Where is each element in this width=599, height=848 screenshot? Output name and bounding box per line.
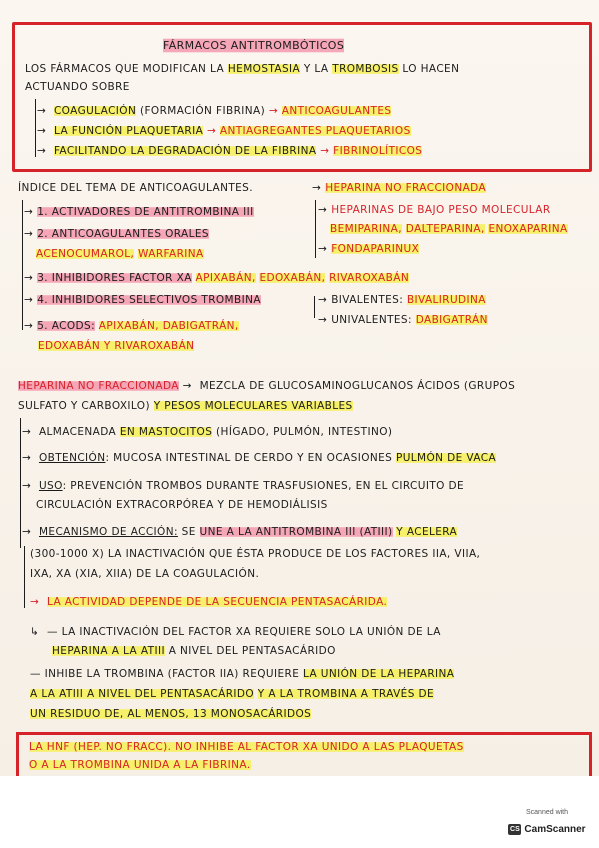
arrow-icon: → <box>24 320 34 332</box>
index-bracket <box>22 200 23 330</box>
anticoagulantes-result: ANTICOAGULANTES <box>281 105 392 117</box>
hnf-note-line-1: LA HNF (HEP. NO FRACC). NO INHIBE AL FACTOR XA UNIDO A LAS PLAQUETAS <box>29 741 464 753</box>
antiagregantes-result: ANTIAGREGANTES PLAQUETARIOS <box>219 125 411 137</box>
index-item-2: → 2. ANTICOAGULANTES ORALES <box>24 228 209 240</box>
hbpm-drugs: BEMIPARINA, DALTEPARINA, ENOXAPARINA <box>330 223 568 235</box>
arrow-icon: → <box>22 452 32 464</box>
heparina-bracket <box>20 418 21 548</box>
obtencion-line: → OBTENCIÓN: MUCOSA INTESTINAL DE CERDO Y EN OCASIONES PULMÓN DE VACA <box>22 452 497 464</box>
arrow-icon: → <box>37 125 47 137</box>
trombosis-highlight: TROMBOSIS <box>332 63 399 75</box>
actividad-line: → LA ACTIVIDAD DEPENDE DE LA SECUENCIA PENTASACÁRIDA. <box>30 596 388 608</box>
index-item-5: → 5. ACODS: APIXABÁN, DABIGATRÁN, <box>24 320 239 332</box>
intro-line-2: ACTUANDO SOBRE <box>25 81 130 93</box>
index-title: ÍNDICE DEL TEMA DE ANTICOAGULANTES. <box>18 182 253 194</box>
arrow-icon: → <box>206 125 217 137</box>
heparina-definition-line-2: SULFATO Y CARBOXILO) Y PESOS MOLECULARES VARIABLES <box>18 400 353 412</box>
arrow-icon: → <box>24 294 34 306</box>
fibrinoliticos-result: FIBRINOLÍTICOS <box>333 145 423 157</box>
arrow-icon: → <box>312 182 322 194</box>
camscanner-brand: CS CamScanner <box>510 823 586 835</box>
trombina-line-1: — INHIBE LA TROMBINA (FACTOR IIA) REQUIERE LA UNIÓN DE LA HEPARINA <box>30 668 455 680</box>
arrow-icon: → <box>24 228 34 240</box>
trombina-line-3: UN RESIDUO DE, AL MENOS, 13 MONOSACÁRIDOS <box>30 708 312 720</box>
arrow-icon: → <box>318 294 328 306</box>
antithrombotics-box <box>12 22 592 172</box>
arrow-icon: → <box>22 426 32 438</box>
mecanismo-line-3: IXA, XA (XIA, XIIA) DE LA COAGULACIÓN. <box>30 568 260 580</box>
hnf-note-line-2: O A LA TROMBINA UNIDA A LA FIBRINA. <box>29 759 251 771</box>
univalentes-entry: → UNIVALENTES: DABIGATRÁN <box>318 314 488 326</box>
arrow-icon: ↳ <box>30 626 40 638</box>
uso-line-2: CIRCULACIÓN EXTRACORPÓREA Y DE HEMODIÁLISIS <box>36 499 328 511</box>
scanned-with-text: Scanned with <box>525 809 569 816</box>
camscanner-logo-icon: CS <box>510 826 520 833</box>
arrow-icon: → <box>268 105 279 117</box>
intro-line-1: LOS FÁRMACOS QUE MODIFICAN LA HEMOSTASIA Y LA TROMBOSIS LO HACEN <box>25 63 460 75</box>
arrow-icon: → <box>22 480 32 492</box>
section-title: FÁRMACOS ANTITROMBÓTICOS <box>163 37 344 54</box>
item-fibrinolisis: → FACILITANDO LA DEGRADACIÓN DE LA FIBRINA → FIBRINOLÍTICOS <box>37 145 423 157</box>
hnf-note-box <box>16 732 592 776</box>
arrow-icon: → <box>318 243 328 255</box>
index-item-4: → 4. INHIBIDORES SELECTIVOS TROMBINA <box>24 294 261 306</box>
hnf-index-entry: → HEPARINA NO FRACCIONADA <box>312 182 487 194</box>
heparina-definition-line-1: HEPARINA NO FRACCIONADA → MEZCLA DE GLUCOSAMINOGLUCANOS ÁCIDOS (GRUPOS <box>18 380 516 392</box>
thrombin-bracket <box>314 296 315 318</box>
arrow-icon: → <box>24 206 34 218</box>
uso-line-1: → USO: PREVENCIÓN TROMBOS DURANTE TRASFUSIONES, EN EL CIRCUITO DE <box>22 480 465 492</box>
mecanismo-line-2: (300-1000 X) LA INACTIVACIÓN QUE ÉSTA PRODUCE DE LOS FACTORES IIA, VIIA, <box>30 548 481 560</box>
arrow-icon: → <box>320 145 330 157</box>
item-plaquetaria: → LA FUNCIÓN PLAQUETARIA → ANTIAGREGANTES PLAQUETARIOS <box>37 125 411 137</box>
inactivacion-line-1: ↳ — LA INACTIVACIÓN DEL FACTOR XA REQUIERE SOLO LA UNIÓN DE LA <box>30 626 441 638</box>
arrow-icon: → <box>37 105 47 117</box>
mecanismo-bracket <box>24 546 25 608</box>
arrow-icon: → <box>182 380 192 392</box>
hbpm-index-entry: → HEPARINAS DE BAJO PESO MOLECULAR <box>318 204 551 216</box>
trombina-line-2: A LA ATIII A NIVEL DEL PENTASACÁRIDO Y A LA TROMBINA A TRAVÉS DE <box>30 688 435 700</box>
item-coagulacion: → COAGULACIÓN (FORMACIÓN FIBRINA) → ANTICOAGULANTES <box>37 105 392 117</box>
oral-anticoagulant-drugs: ACENOCUMAROL, WARFARINA <box>36 248 204 260</box>
index-item-1: → 1. ACTIVADORES DE ANTITROMBINA III <box>24 206 254 218</box>
bivalentes-entry: → BIVALENTES: BIVALIRUDINA <box>318 294 486 306</box>
inactivacion-line-2: HEPARINA A LA ATIII A NIVEL DEL PENTASACÁRIDO <box>52 645 336 657</box>
arrow-icon: → <box>22 526 32 538</box>
hemostasia-highlight: HEMOSTASIA <box>227 63 301 75</box>
fondaparinux-entry: → FONDAPARINUX <box>318 243 420 255</box>
arrow-icon: → <box>24 272 34 284</box>
almacenada-line: → ALMACENADA EN MASTOCITOS (HÍGADO, PULMÓN, INTESTINO) <box>22 426 393 438</box>
arrow-icon: → <box>318 204 328 216</box>
camscanner-watermark <box>505 808 589 838</box>
arrow-icon: → <box>37 145 47 157</box>
index-item-3: → 3. INHIBIDORES FACTOR XA APIXABÁN, EDOXABÁN, RIVAROXABÁN <box>24 272 410 284</box>
heparins-bracket <box>315 200 316 258</box>
arrow-icon: → <box>30 596 40 608</box>
mecanismo-line-1: → MECANISMO DE ACCIÓN: SE UNE A LA ANTITROMBINA III (ATIII) Y ACELERA <box>22 526 458 538</box>
arrow-icon: → <box>318 314 328 326</box>
heparina-title: HEPARINA NO FRACCIONADA <box>18 380 179 392</box>
acods-drugs-line-2: EDOXABÁN Y RIVAROXABÁN <box>38 340 195 352</box>
bracket-line <box>35 99 36 157</box>
